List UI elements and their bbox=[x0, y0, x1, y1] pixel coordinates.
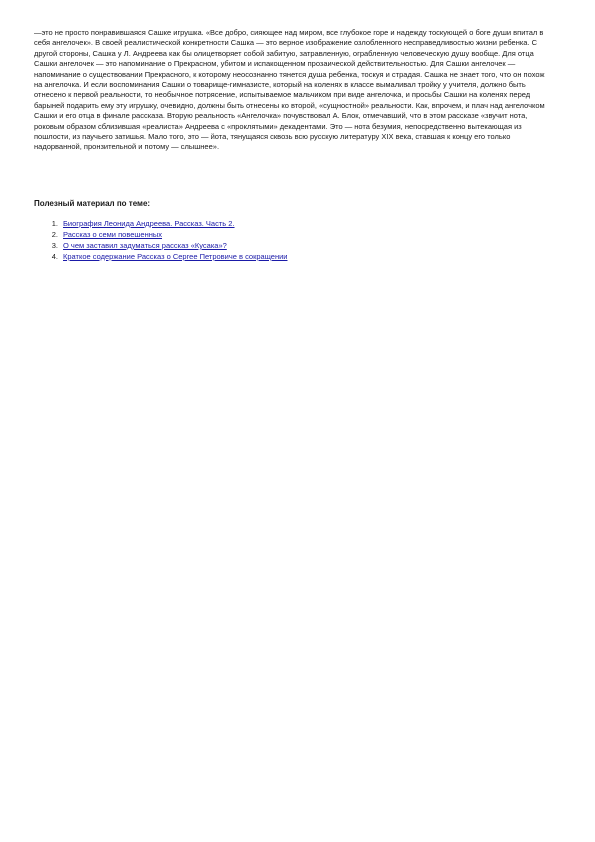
related-item-2 bbox=[34, 229, 553, 240]
list-number: 3. bbox=[51, 240, 58, 250]
related-link-seven-hanged[interactable]: Рассказ о семи повешенных bbox=[63, 229, 163, 239]
related-item-1 bbox=[34, 218, 553, 229]
related-materials-list bbox=[34, 218, 553, 262]
related-materials-section bbox=[34, 199, 553, 262]
list-number: 2. bbox=[51, 229, 58, 239]
related-materials-heading: Полезный материал по теме: bbox=[34, 198, 151, 208]
related-item-4 bbox=[34, 251, 553, 262]
related-link-andreev-biography[interactable]: Биография Леонида Андреева. Рассказ. Часть 2. bbox=[63, 218, 235, 228]
related-link-sergey-petrovich[interactable]: Краткое содержание Рассказ о Сергее Петровиче в сокращении bbox=[63, 251, 288, 261]
list-number: 4. bbox=[51, 251, 58, 261]
related-link-kusaka[interactable]: О чем заставил задуматься рассказ «Кусака»? bbox=[63, 240, 227, 250]
article-paragraph: —это не просто понравившаяся Сашке игрушка. «Все добро, сияющее над миром, все глубокое горе и надежду тоскующей о боге души впитал в себя ангелочек». В своей реалистической конкретности Сашка — это верное изображение озлобленного несправедливостью жизни ребенка. С другой стороны, Сашка у Л. Андреева как бы олицетворяет собой забитую, затравленную, ограбленную человеческую душу вообще. Для отца Сашки ангелочек — это напоминание о Прекрасном, убитом и испакощенном прозаической действительностью. Для Сашки ангелочек — напоминание о существовании Прекрасного, к которому неосознанно тянется душа ребенка, тоскуя и страдая. Сашка не знает того, что он похож на ангелочка. И если воспоминания Сашки о товарище-гимназисте, который на коленях в классе вымаливал тройку у учителя, должно быть отнесено к первой реальности, то необычное потрясение, испытываемое мальчиком при виде ангелочка, и просьбы Сашки на коленях перед барыней подарить ему эту игрушку, очевидно, должны быть отнесены ко второй, «сущностной» реальности. Как, впрочем, и плач над ангелочком Сашки и его отца в финале рассказа. Вторую реальность «Ангелочка» почувствовал А. Блок, отмечавший, что в этом рассказе «звучит нота, роковым образом сблизившая «реалиста» Андреева с «проклятыми» декадентами. Это — нота безумия, непосредственно вытекающая из пошлости, из паучьего затишья. Мало того, это — йота, тянущаяся сквозь всю русскую литературу XIX века, ставшая к концу его только надорванной, пронзительной и потому — слышнее». bbox=[34, 28, 545, 152]
list-number: 1. bbox=[51, 218, 58, 228]
related-item-3 bbox=[34, 240, 553, 251]
